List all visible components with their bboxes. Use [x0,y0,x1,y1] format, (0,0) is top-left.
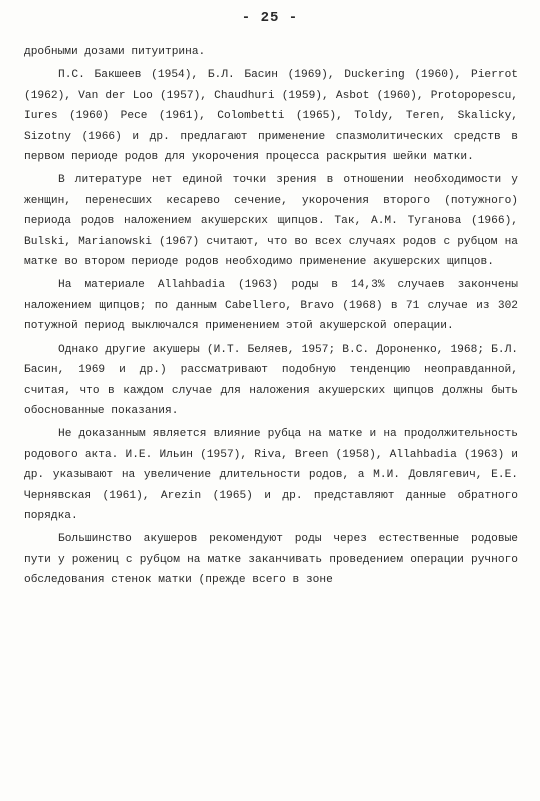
paragraph: Большинство акушеров рекомендуют роды через естественные родовые пути у рожениц с рубцом на матке заканчивать проведением операции ручного обследования стенок матки (прежде всего в зоне [24,533,518,587]
paragraph: Не доказанным является влияние рубца на матке и на продолжительность родового акта. И.Е. Ильин (1957), Riva, Breen (1958), Allahbadia (1963) и др. указывают на увеличение длительности родов, а М.И. Довлягевич, Е.Е. Чернявская (1961), Arezin (1965) и др. представляют данные обратного порядка. [24,428,518,522]
paragraph: П.С. Бакшеев (1954), Б.Л. Басин (1969), Duckering (1960), Pierrot (1962), Van der Loo (1957), Chaudhuri (1959), Asbot (1960), Protopopescu, Iures (1960) Pece (1961), Colombetti (1965), Toldy, Teren, Skalicky, Sizotny (1966) и др. предлагают применение спазмолитических средств в первом периоде родов для укорочения процесса раскрытия шейки матки. [24,69,518,164]
paragraph: На материале Allahbadia (1963) роды в 14,3% случаев закончены наложением щипцов; по данным Cabellero, Bravo (1968) в 71 случае из 302 потужной период выключался применением этой акушерской операции. [24,279,518,333]
paragraph: В литературе нет единой точки зрения в отношении необходимости у женщин, перенесших кесарево сечение, укорочения второго (потужного) периода родов наложением акушерских щипцов. Так, А.М. Туганова (1966), Bulski, Marianowski (1967) считают, что во всех случаях родов с рубцом на матке во втором периоде родов необходимо применение акушерских щипцов. [24,174,518,269]
paragraph: дробными дозами питуитрина. [24,46,206,58]
document-body [24,42,518,594]
paragraph: Однако другие акушеры (И.Т. Беляев, 1957; В.С. Дороненко, 1968; Б.Л. Басин, 1969 и др.) рассматривают подобную тенденцию неоправданной, считая, что в каждом случае для наложения акушерских щипцов должны быть обоснованные показания. [24,343,518,417]
page-number: - 25 - [241,10,299,26]
